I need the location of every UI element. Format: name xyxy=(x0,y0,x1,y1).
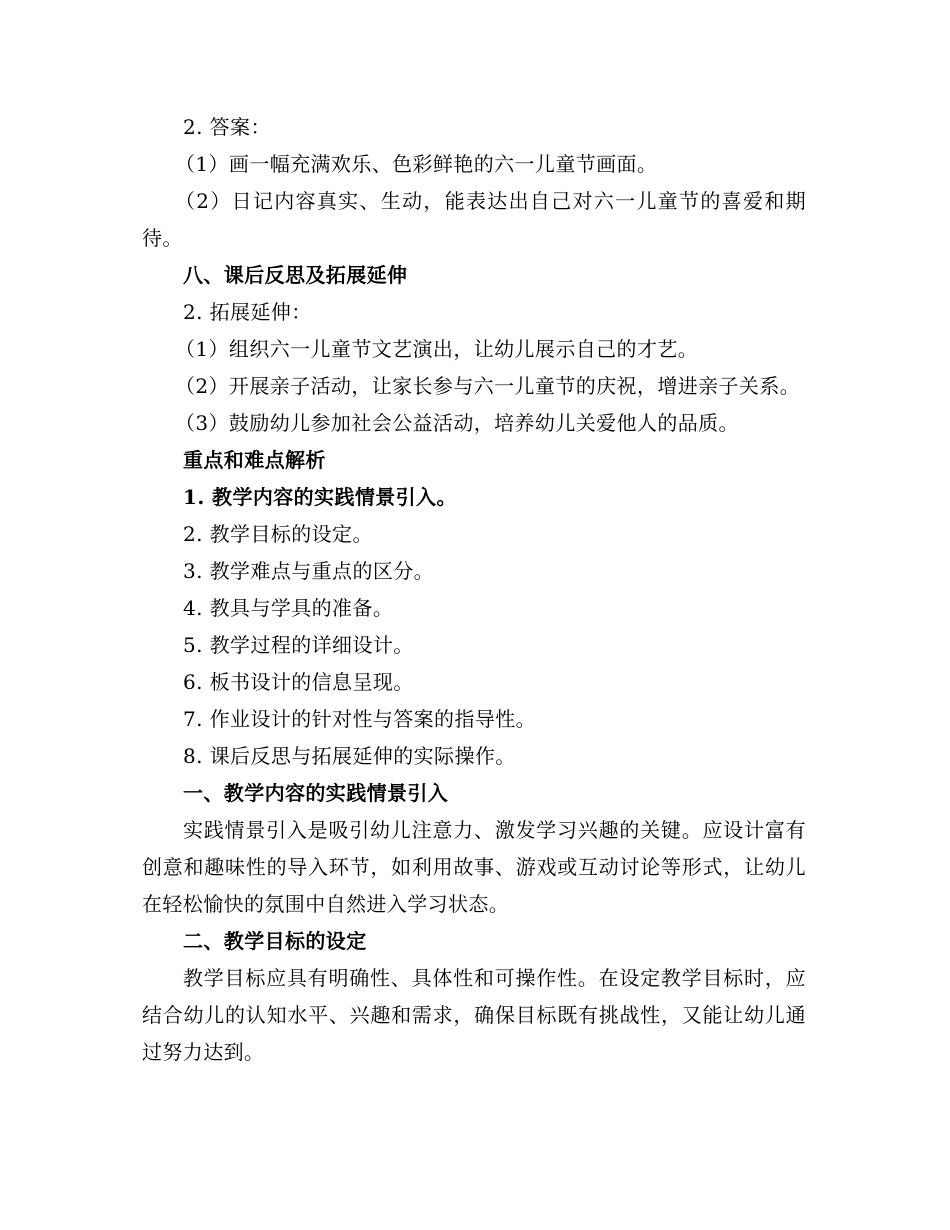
key-points-heading: 重点和难点解析 xyxy=(183,448,326,472)
key-point-3: 3. 教学难点与重点的区分。 xyxy=(183,559,435,583)
section-1-paragraph: 实践情景引入是吸引幼儿注意力、激发学习兴趣的关键。应设计富有创意和趣味性的导入环节，如利用故事、游戏或互动讨论等形式，让幼儿在轻松愉快的氛围中自然进入学习状态。 xyxy=(142,818,806,916)
answer-item-1: （1）画一幅充满欢乐、色彩鲜艳的六一儿童节画面。 xyxy=(175,152,658,176)
answer-heading: 2. 答案： xyxy=(183,115,271,139)
extension-item-1: （1）组织六一儿童节文艺演出，让幼儿展示自己的才艺。 xyxy=(175,337,699,361)
extension-heading: 2. 拓展延伸： xyxy=(183,300,312,324)
key-point-1: 1. 教学内容的实践情景引入。 xyxy=(183,485,457,509)
section-heading-2: 二、教学目标的设定 xyxy=(183,929,367,953)
key-point-2: 2. 教学目标的设定。 xyxy=(183,522,373,546)
key-point-4: 4. 教具与学具的准备。 xyxy=(183,596,394,620)
extension-item-2: （2）开展亲子活动，让家长参与六一儿童节的庆祝，增进亲子关系。 xyxy=(175,374,801,398)
key-point-8: 8. 课后反思与拓展延伸的实际操作。 xyxy=(183,744,516,768)
section-heading-8: 八、课后反思及拓展延伸 xyxy=(183,263,408,287)
extension-item-3: （3）鼓励幼儿参加社会公益活动，培养幼儿关爱他人的品质。 xyxy=(175,411,739,435)
key-point-7: 7. 作业设计的针对性与答案的指导性。 xyxy=(183,707,537,731)
section-2-paragraph: 教学目标应具有明确性、具体性和可操作性。在设定教学目标时，应结合幼儿的认知水平、兴趣和需求，确保目标既有挑战性，又能让幼儿通过努力达到。 xyxy=(142,966,806,1064)
section-heading-1: 一、教学内容的实践情景引入 xyxy=(183,781,449,805)
key-point-5: 5. 教学过程的详细设计。 xyxy=(183,633,414,657)
answer-item-2: （2）日记内容真实、生动，能表达出自己对六一儿童节的喜爱和期待。 xyxy=(142,189,806,250)
document-page xyxy=(142,109,806,1071)
key-point-6: 6. 板书设计的信息呈现。 xyxy=(183,670,414,694)
